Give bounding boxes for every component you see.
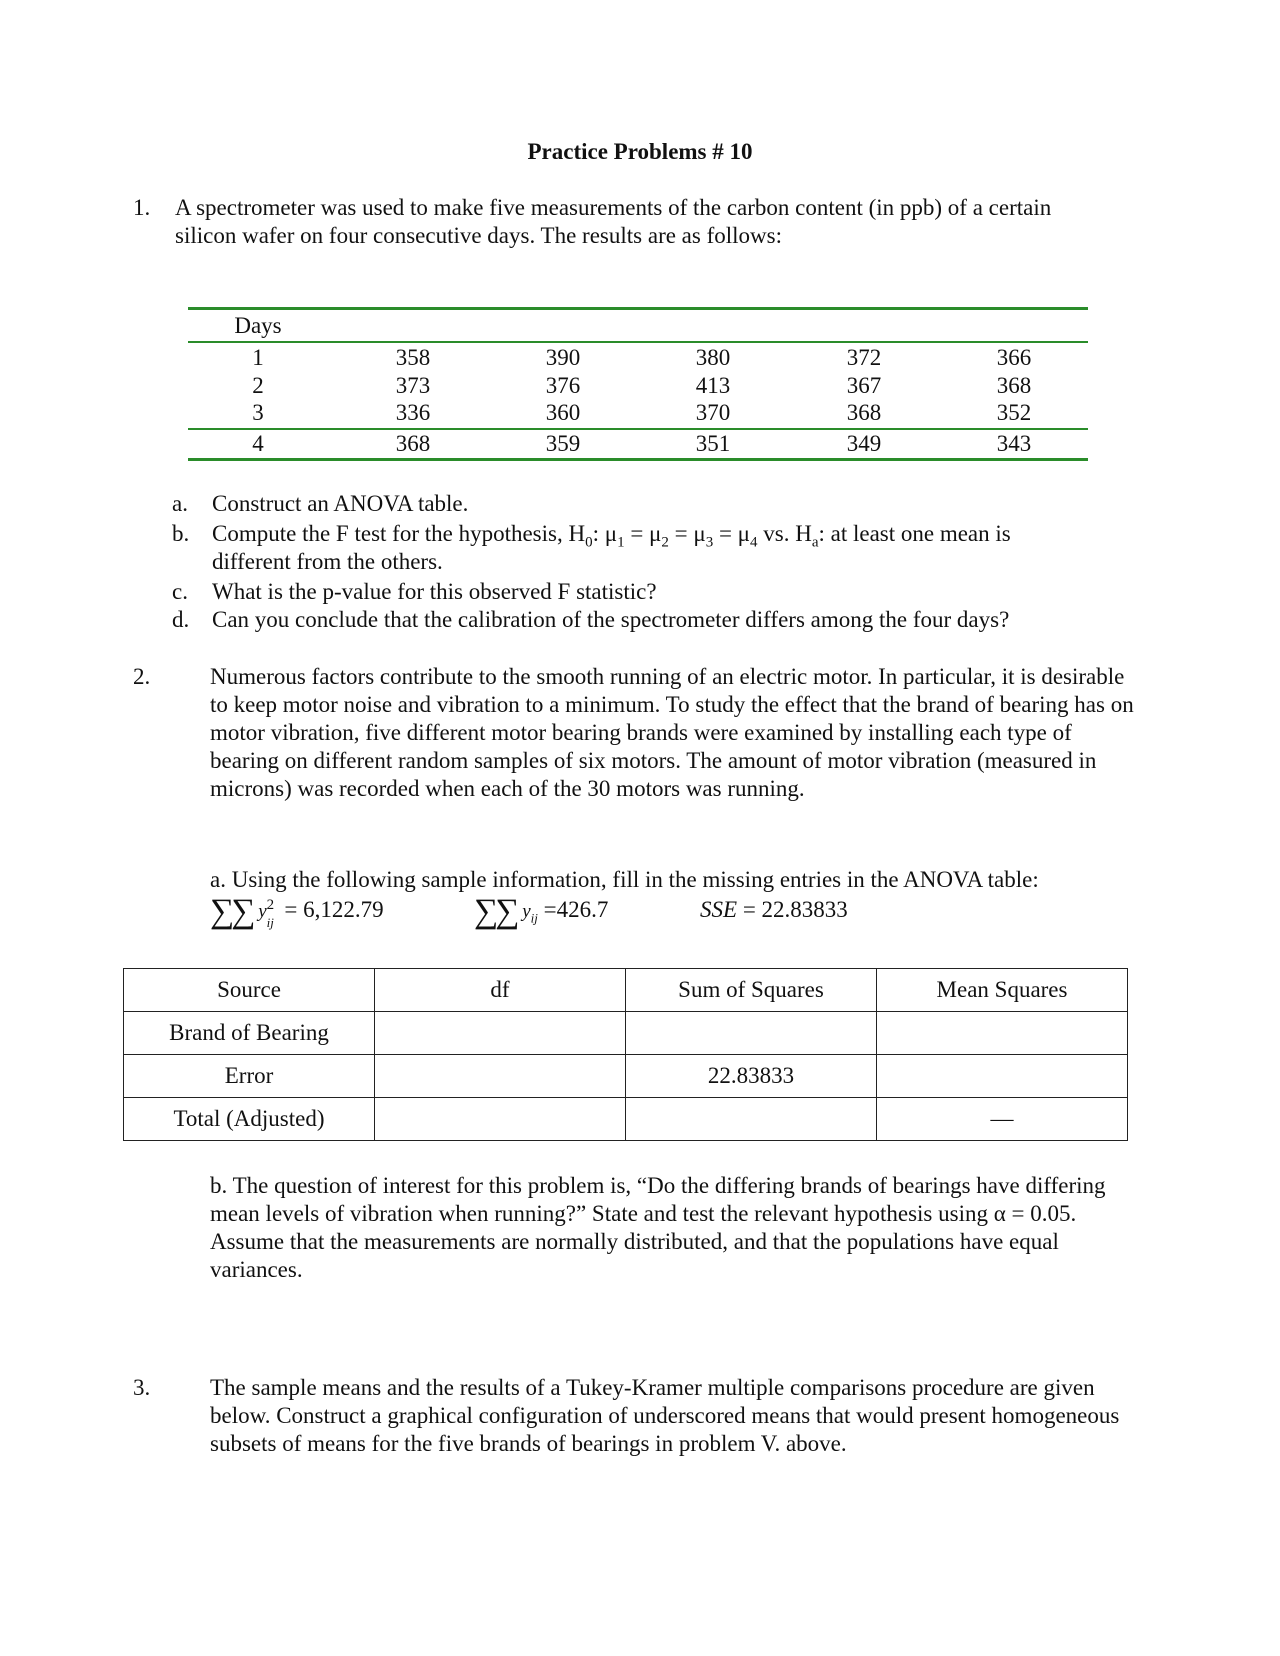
item-label: a. [172, 491, 188, 516]
df-cell [375, 1098, 626, 1141]
problem-1-item-d [172, 606, 1182, 634]
header-mean-squares: Mean Squares [877, 969, 1128, 1012]
header-sum-of-squares: Sum of Squares [626, 969, 877, 1012]
ms-cell: — [877, 1098, 1128, 1141]
table-header-row [188, 312, 1088, 340]
ss-cell: 22.83833 [626, 1055, 877, 1098]
value-cell: 343 [996, 431, 1032, 456]
value-cell: 367 [846, 373, 882, 398]
anova-row [124, 1012, 1128, 1055]
value-cell: 372 [846, 345, 882, 370]
value-cell: 370 [695, 400, 731, 425]
problem-1-item-c [172, 578, 1182, 606]
sse-formula [700, 896, 920, 924]
value-cell: 351 [695, 431, 731, 456]
value-cell: 352 [996, 400, 1032, 425]
ss-cell [626, 1098, 877, 1141]
df-cell [375, 1055, 626, 1098]
item-text: Can you conclude that the calibration of the spectrometer differs among the four days? [212, 607, 1010, 632]
item-label: d. [172, 607, 190, 632]
anova-row [124, 1098, 1128, 1141]
sum-of-squares-value: = 6,122.79 [284, 897, 384, 922]
value-cell: 358 [395, 345, 431, 370]
value-cell: 366 [996, 345, 1032, 370]
problem-1-text-line-2: silicon wafer on four consecutive days. The results are as follows: [175, 223, 782, 248]
table-header-rule [188, 341, 1088, 343]
problem-1-number: 1. [133, 195, 151, 220]
item-label: c. [172, 579, 188, 604]
source-cell: Error [124, 1055, 375, 1098]
table-row [188, 399, 1088, 427]
value-cell: 368 [996, 373, 1032, 398]
problem-1-item-b [172, 520, 1182, 576]
sse-label: SSE [700, 897, 738, 922]
problem-2-paragraph: Numerous factors contribute to the smooth running of an electric motor. In particular, it is desirable to keep motor noise and vibration to a minimum. To study the effect that the brand of bearing has on motor vibration, five different motor bearing brands were examined by installing each type of bearing on different random samples of six motors. The amount of motor vibration (measured in microns) was recorded when each of the 30 motors was running. [210, 664, 1134, 801]
day-cell: 2 [252, 373, 264, 398]
problem-1-item-a [172, 490, 1182, 518]
ss-cell [626, 1012, 877, 1055]
problem-2-part-a: a. Using the following sample information, fill in the missing entries in the ANOVA table: [210, 867, 1039, 892]
table-row [188, 372, 1088, 400]
sum-formula: ∑∑ $y_{ij} =426.7$ [474, 893, 609, 930]
df-cell [375, 1012, 626, 1055]
table-top-rule [188, 307, 1088, 310]
days-header: Days [234, 313, 282, 338]
anova-header-row [124, 969, 1128, 1012]
item-text-prefix: Compute the F test for the hypothesis, H [212, 521, 586, 546]
source-cell: Brand of Bearing [124, 1012, 375, 1055]
problem-2-part-b: b. The question of interest for this problem is, “Do the differing brands of bearings have differing mean levels of vibration when running?” State and test the relevant hypothesis using α = 0.05. Assume that the measurements are normally distributed, and that the populations have equal variances. [210, 1173, 1106, 1282]
double-sum-symbol: ∑∑ [210, 893, 253, 930]
item-text: Compute the F test for the hypothesis, $H_0$: $\mu_1 = \mu_2 = \mu_3 = \mu_4$ vs. $H_a$: at least one mean is different from the others. [212, 521, 1011, 574]
sum-value: =426.7 [543, 897, 609, 922]
anova-table [123, 968, 1128, 1141]
value-cell: 368 [846, 400, 882, 425]
value-cell: 376 [545, 373, 581, 398]
value-cell: 373 [395, 373, 431, 398]
value-cell: 359 [545, 431, 581, 456]
value-cell: 368 [395, 431, 431, 456]
problem-1-text-line-1: A spectrometer was used to make five measurements of the carbon content (in ppb) of a certain [175, 195, 1052, 220]
day-cell: 1 [252, 345, 264, 370]
item-text-suffix: at least one mean is different from the others. [212, 521, 1011, 574]
item-label: b. [172, 521, 190, 546]
value-cell: 380 [695, 345, 731, 370]
header-df: df [375, 969, 626, 1012]
page-title: Practice Problems # 10 [527, 139, 753, 164]
value-cell: 413 [695, 373, 731, 398]
header-source: Source [124, 969, 375, 1012]
table-bottom-rule [188, 458, 1088, 461]
day-cell: 4 [252, 431, 264, 456]
day-cell: 3 [252, 400, 264, 425]
value-cell: 349 [846, 431, 882, 456]
value-cell: 360 [545, 400, 581, 425]
sse-value: = 22.83833 [742, 897, 848, 922]
item-text: Construct an ANOVA table. [212, 491, 469, 516]
value-cell: 336 [395, 400, 431, 425]
anova-row [124, 1055, 1128, 1098]
double-sum-symbol: ∑∑ [474, 893, 517, 930]
item-text: What is the p-value for this observed F statistic? [212, 579, 657, 604]
value-cell: 390 [545, 345, 581, 370]
table-row [188, 430, 1088, 458]
sum-of-squares-formula: ∑∑ y 2 ij = 6,122.79 [210, 893, 384, 930]
problem-2-number: 2. [133, 664, 151, 689]
ms-cell [877, 1012, 1128, 1055]
table-row [188, 344, 1088, 372]
problem-3-paragraph: The sample means and the results of a Tukey-Kramer multiple comparisons procedure are given below. Construct a graphical configuration of underscored means that would present homogeneous subsets of means for the five brands of bearings in problem V. above. [210, 1375, 1120, 1456]
problem-3-number: 3. [133, 1375, 151, 1400]
source-cell: Total (Adjusted) [124, 1098, 375, 1141]
ms-cell [877, 1055, 1128, 1098]
